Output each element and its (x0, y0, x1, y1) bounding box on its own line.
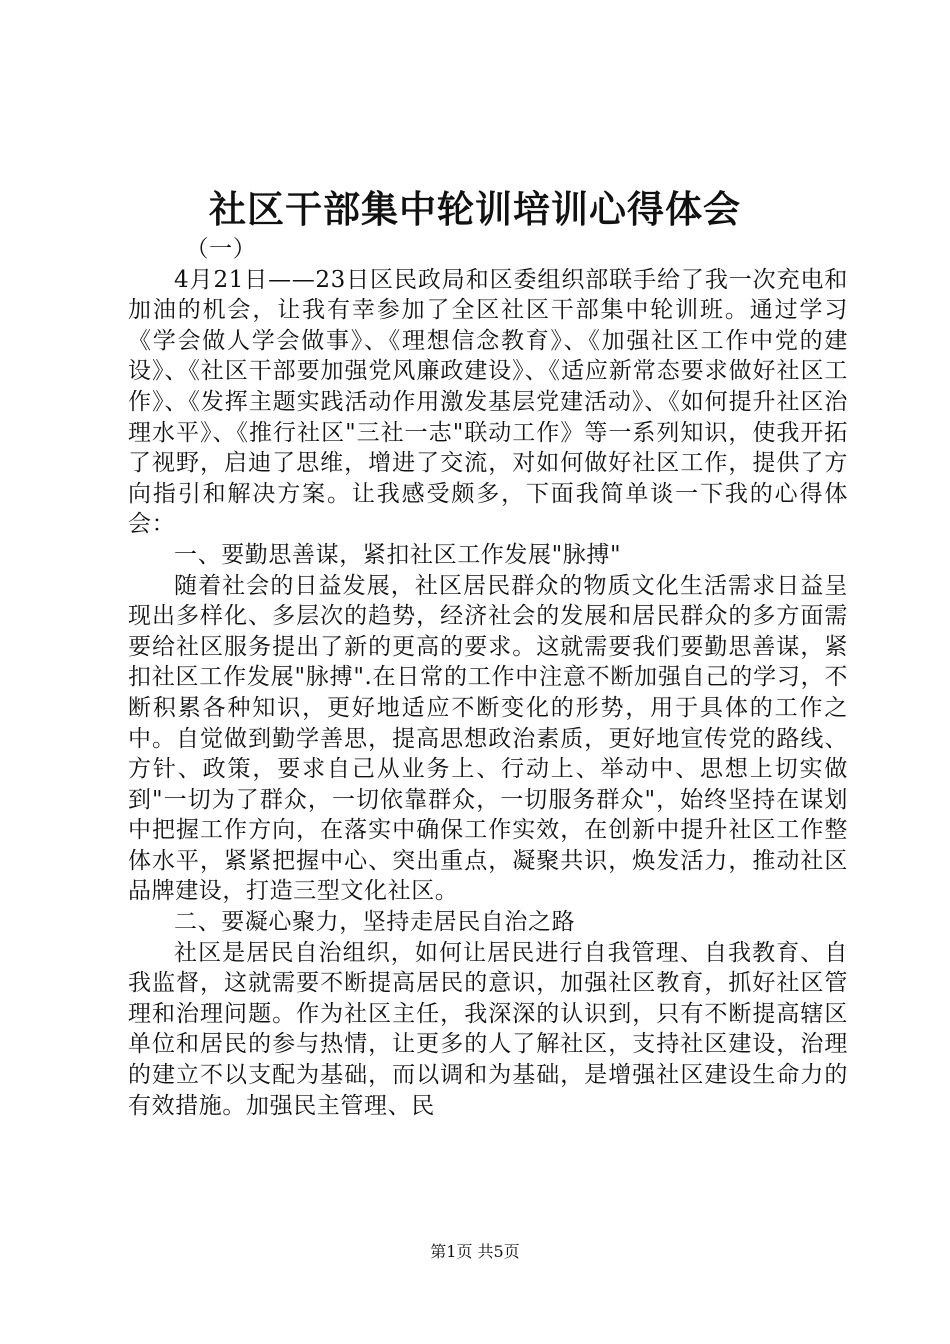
paragraph-section-1: 随着社会的日益发展，社区居民群众的物质文化生活需求日益呈现出多样化、多层次的趋势，经济社会的发展和居民群众的多方面需要给社区服务提出了新的更高的要求。这就需要我们要勤思善谋，紧扣社区工作发展"脉搏".在日常的工作中注意不断加强自己的学习，不断积累各种知识，更好地适应不断变化的形势，用于具体的工作之中。自觉做到勤学善思，提高思想政治素质，更好地宣传党的路线、方针、政策，要求自己从业务上、行动上、举动中、思想上切实做到"一切为了群众，一切依靠群众，一切服务群众"，始终坚持在谋划中把握工作方向，在落实中确保工作实效，在创新中提升社区工作整体水平，紧紧把握中心、突出重点，凝聚共识，焕发活力，推动社区品牌建设，打造三型文化社区。 (128, 572, 848, 905)
section-number: （一） (185, 236, 257, 262)
paragraph-section-2: 社区是居民自治组织，如何让居民进行自我管理、自我教育、自我监督，这就需要不断提高居民的意识，加强社区教育，抓好社区管理和治理问题。作为社区主任，我深深的认识到，只有不断提高辖区单位和居民的参与热情，让更多的人了解社区，支持社区建设，治理的建立不以支配为基础，而以调和为基础，是增强社区建设生命力的有效措施。加强民主管理、民 (128, 939, 848, 1119)
page-footer: 第1页 共5页 (430, 1242, 520, 1261)
document-title: 社区干部集中轮训培训心得体会 (209, 187, 741, 231)
heading-section-2: 二、要凝心聚力，坚持走居民自治之路 (174, 909, 576, 936)
heading-section-1: 一、要勤思善谋，紧扣社区工作发展"脉搏" (174, 541, 622, 568)
paragraph-intro: 4月21日——23日区民政局和区委组织部联手给了我一次充电和加油的机会，让我有幸参加了全区社区干部集中轮训班。通过学习《学会做人学会做事》、《理想信念教育》、《加强社区工作中党的建设》、《社区干部要加强党风廉政建设》、《适应新常态要求做好社区工作》、《发挥主题实践活动作用激发基层党建活动》、《如何提升社区治理水平》、《推行社区"三社一志"联动工作》等一系列知识，使我开拓了视野，启迪了思维，增进了交流，对如何做好社区工作，提供了方向指引和解决方案。让我感受颇多，下面我简单谈一下我的心得体会： (128, 266, 848, 538)
document-body (128, 234, 848, 1121)
